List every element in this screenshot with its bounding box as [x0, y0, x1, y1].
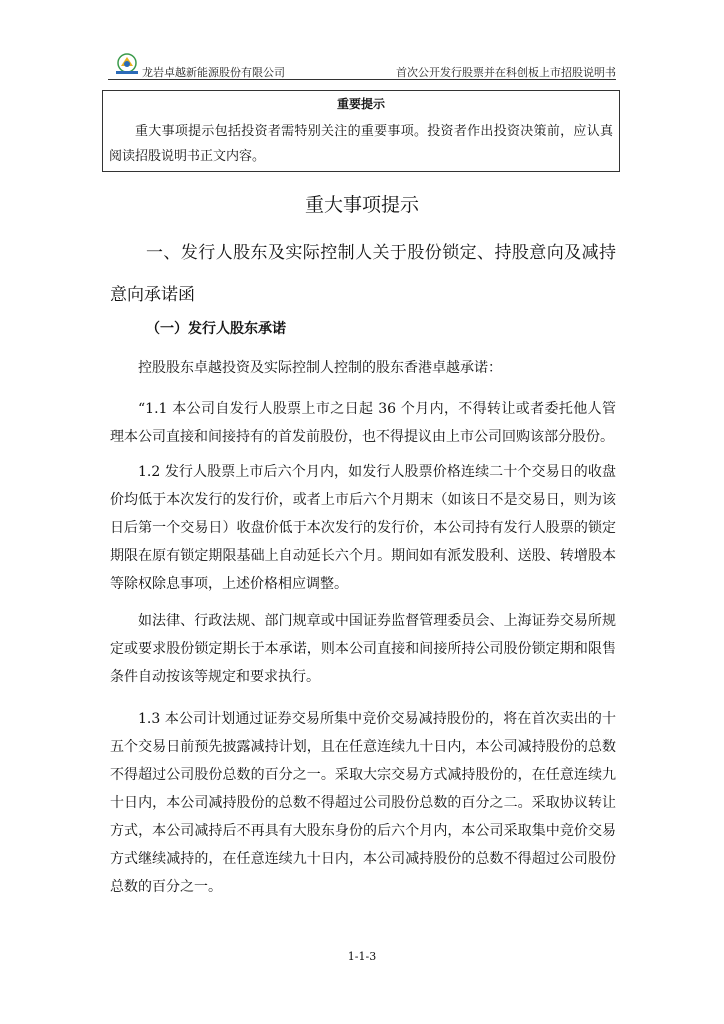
section-title: 重大事项提示 — [304, 194, 419, 216]
page-header — [108, 52, 616, 80]
paragraph: 1.2 发行人股票上市后六个月内，如发行人股票价格连续二十个交易日的收盘价均低于本次发行的发行价，或者上市后六个月期末（如该日不是交易日，则为该日后第一个交易日）收盘价低于本次发行的发行价，本公司持有发行人股票的锁定期限在原有锁定期限基础上自动延长六个月。期间如有派发股利、送股、转增股本等除权除息事项，上述价格相应调整。 — [110, 464, 616, 592]
notice-text: 重大事项提示包括投资者需特别关注的重要事项。投资者作出投资决策前，应认真阅读招股说明书正文内容。 — [109, 124, 613, 164]
paragraph: 如法律、行政法规、部门规章或中国证券监督管理委员会、上海证券交易所规定或要求股份锁定期长于本承诺，则本公司直接和间接所持公司股份锁定期和限售条件自动按该等规定和要求执行。 — [110, 613, 616, 685]
page-number: 1-1-3 — [347, 950, 377, 963]
company-logo-icon — [112, 52, 142, 76]
paragraph: 控股股东卓越投资及实际控制人控制的股东香港卓越承诺： — [138, 360, 502, 376]
important-notice-box — [102, 90, 620, 172]
notice-title: 重要提示 — [336, 97, 385, 111]
document-title: 首次公开发行股票并在科创板上市招股说明书 — [396, 66, 616, 79]
paragraph: 1.3 本公司计划通过证券交易所集中竞价交易减持股份的，将在首次卖出的十五个交易日前预先披露减持计划，且在任意连续九十日内，本公司减持股份的总数不得超过公司股份总数的百分之一。采取大宗交易方式减持股份的，在任意连续九十日内，本公司减持股份的总数不得超过公司股份总数的百分之二。采取协议转让方式，本公司减持后不再具有大股东身份的后六个月内，本公司采取集中竞价交易方式继续减持的，在任意连续九十日内，本公司减持股份的总数不得超过公司股份总数的百分之一。 — [110, 711, 616, 895]
paragraph: “1.1 本公司自发行人股票上市之日起 36 个月内，不得转让或者委托他人管理本公司直接和间接持有的首发前股份，也不得提议由上市公司回购该部分股份。 — [110, 401, 616, 445]
heading-level-1: 一、发行人股东及实际控制人关于股份锁定、持股意向及减持意向承诺函 — [110, 243, 616, 305]
company-name: 龙岩卓越新能源股份有限公司 — [142, 66, 285, 79]
header-divider — [108, 79, 616, 80]
subheading: （一）发行人股东承诺 — [146, 321, 286, 337]
